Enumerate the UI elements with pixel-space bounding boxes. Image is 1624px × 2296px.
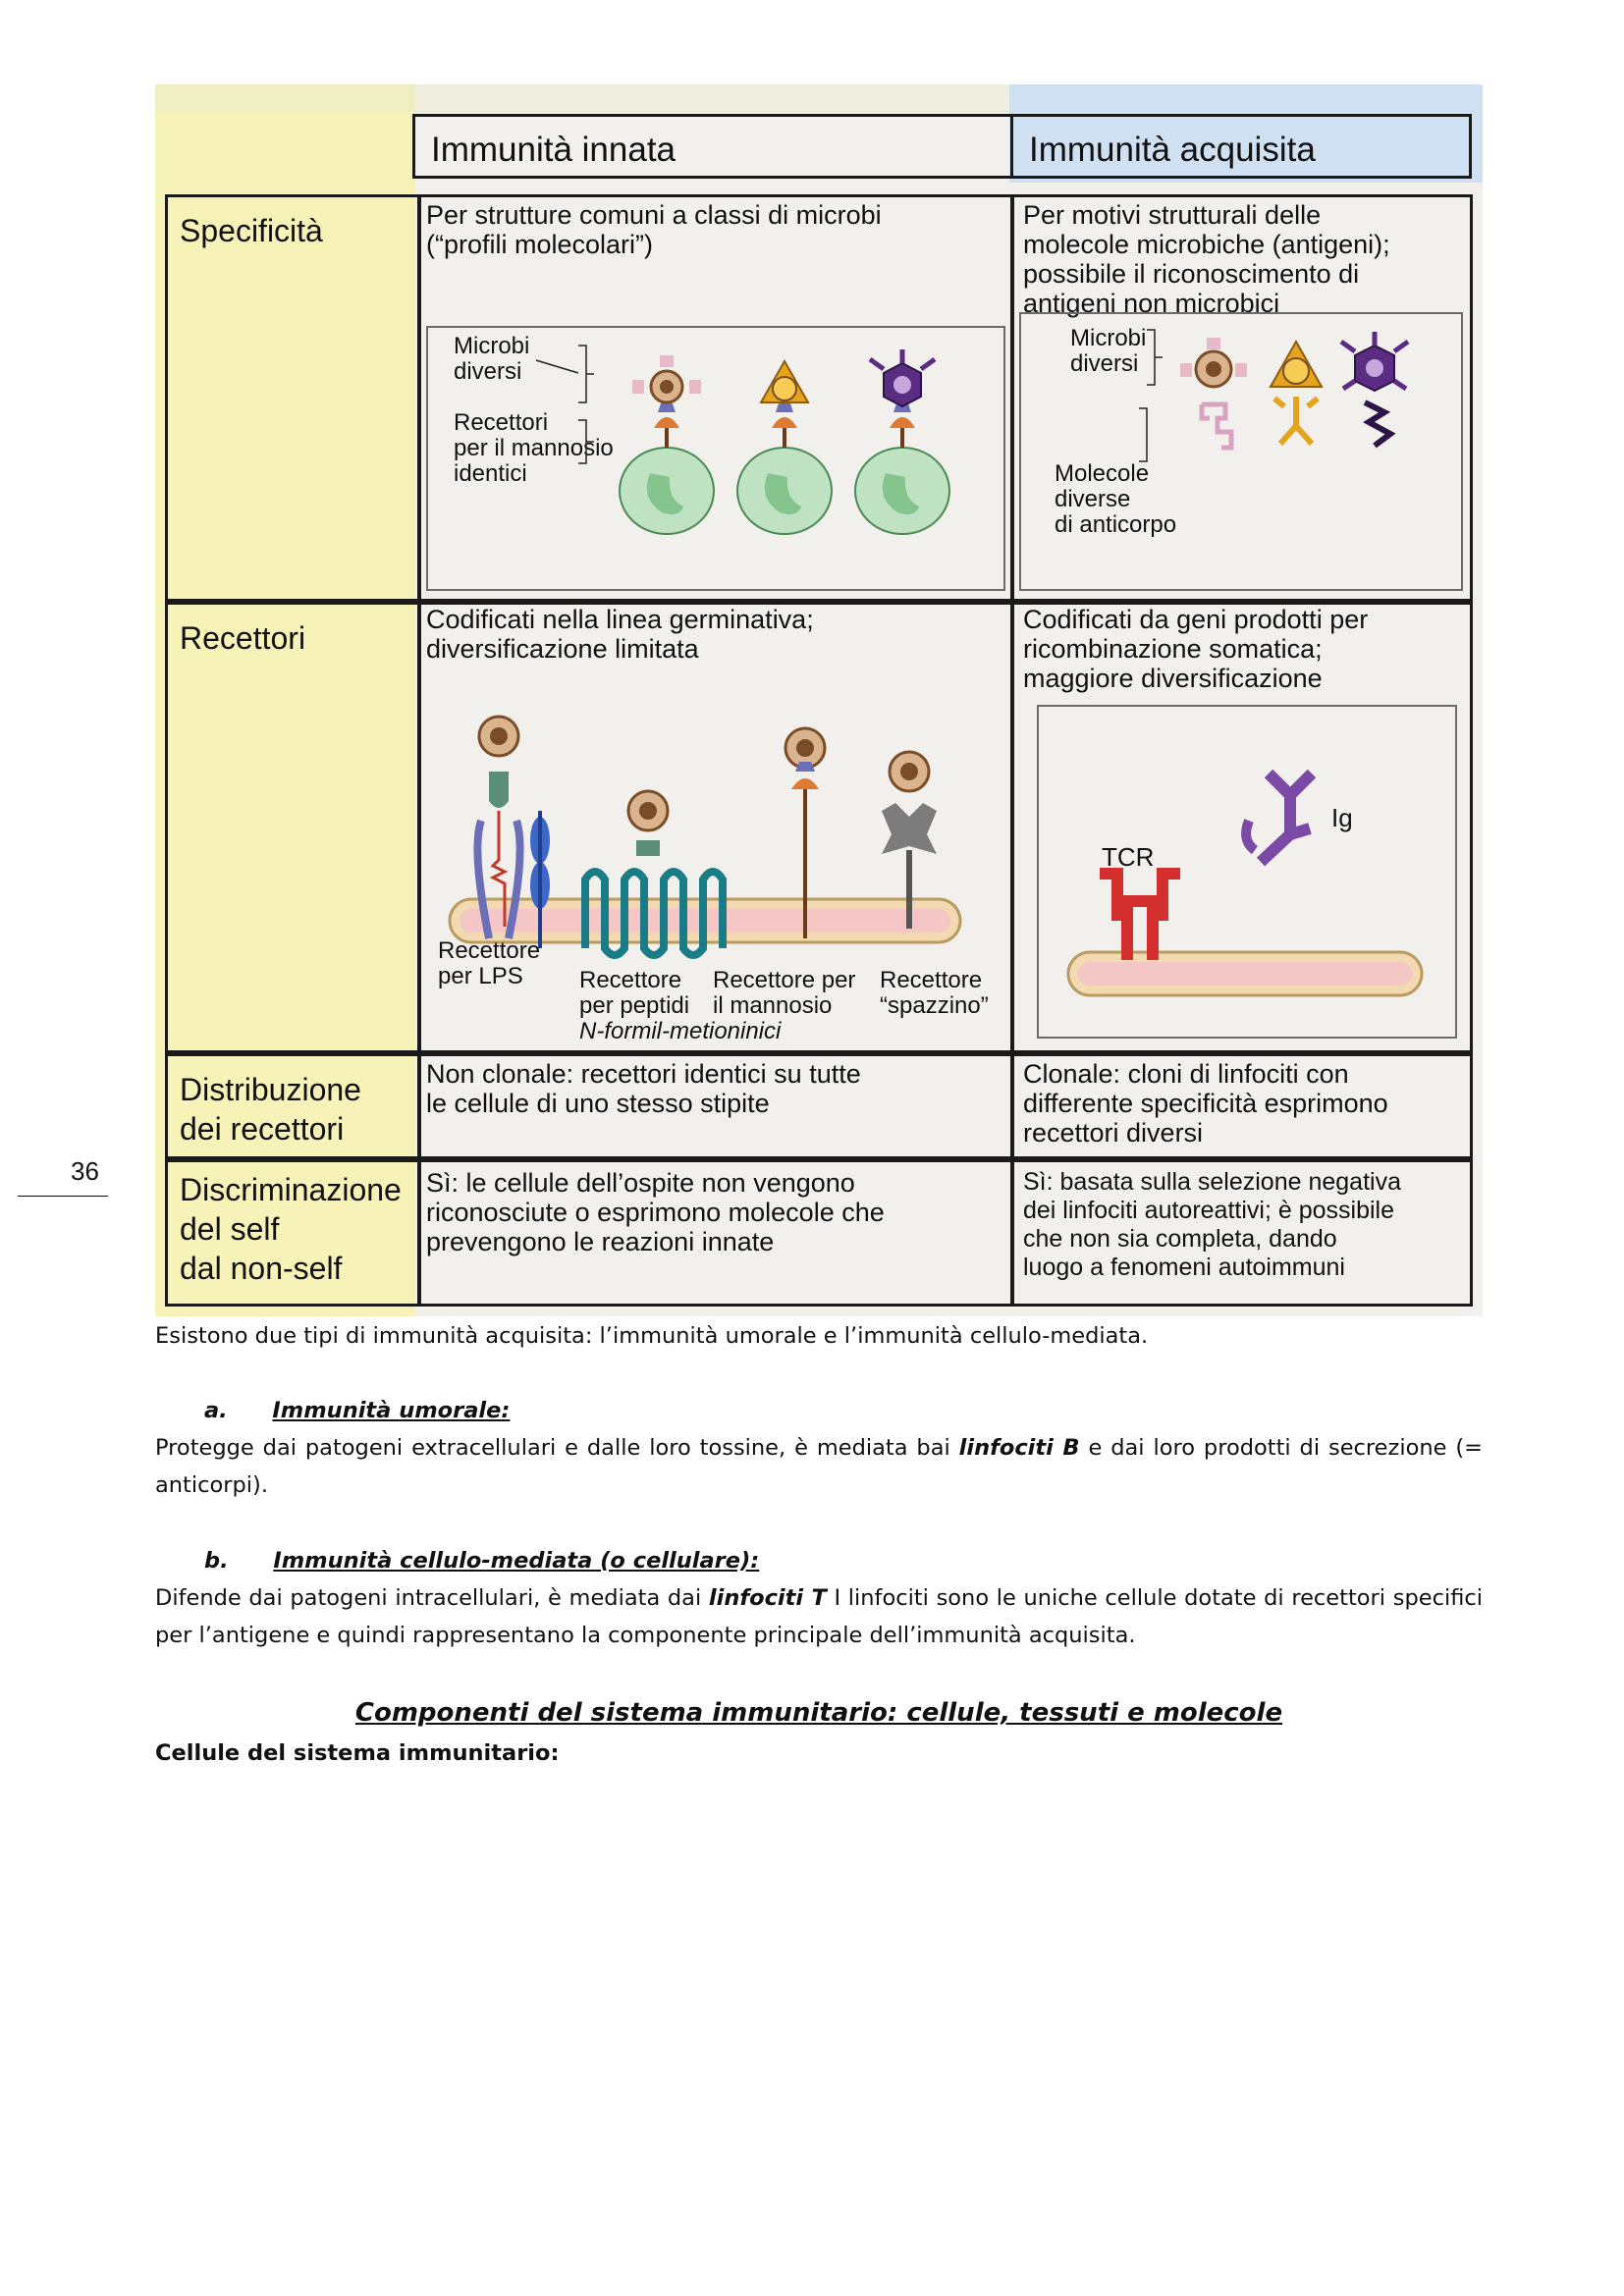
text-line: le cellule di uno stesso stipite: [426, 1089, 770, 1118]
humoral-emphasis: linfociti B: [958, 1435, 1080, 1461]
innate-cell-1: [620, 355, 714, 534]
humoral-text-end: e dai loro prodotti di secrezione (= anticorpi).: [155, 1435, 1483, 1498]
acquired-immunity-header: Immunità acquisita: [1010, 114, 1472, 179]
label-line: per LPS: [438, 963, 523, 989]
label-line: “spazzino”: [880, 992, 989, 1019]
acquired-microbe-2: [1271, 342, 1322, 444]
acquired-specificity-text: [1023, 200, 1390, 318]
cellular-text: Difende dai patogeni intracellulari, è mediata dai: [155, 1585, 709, 1611]
label-line: di anticorpo: [1055, 511, 1177, 538]
cellular-title: Immunità cellulo-mediata (o cellulare):: [273, 1548, 760, 1574]
innate-discrimination-text: [426, 1168, 885, 1256]
text-line: Sì: basata sulla selezione negativa: [1023, 1168, 1401, 1196]
label-line: Molecole: [1055, 460, 1150, 487]
acquired-receptors-illustration: [1037, 705, 1457, 1039]
label-line: diversi: [1070, 350, 1139, 377]
text-line: (“profili molecolari”): [426, 230, 654, 259]
row-label-specificity-text: Specificità: [180, 213, 323, 248]
text-line: differente specificità esprimono: [1023, 1089, 1388, 1118]
cellular-emphasis: linfociti T: [708, 1585, 827, 1611]
row-label-discrimination-line: dal non-self: [180, 1251, 343, 1286]
innate-specificity-illustration: [426, 326, 1005, 591]
tcr-label: TCR: [1102, 842, 1155, 872]
text-line: prevengono le reazioni innate: [426, 1227, 775, 1256]
row-label-distribution-line: dei recettori: [180, 1111, 345, 1147]
label-line: Microbi: [1070, 325, 1147, 351]
text-line: Clonale: cloni di linfociti con: [1023, 1059, 1349, 1089]
tcr-receptor: [1100, 874, 1180, 960]
label-line: Recettore: [880, 967, 983, 993]
row-label-receptors-text: Recettori: [180, 620, 306, 656]
row-label-discrimination-line: del self: [180, 1211, 280, 1247]
row-label-discrimination-line: Discriminazione: [180, 1172, 402, 1207]
text-line: Codificati da geni prodotti per: [1023, 605, 1369, 634]
text-line: che non sia completa, dando: [1023, 1225, 1337, 1253]
label-line: Microbi: [454, 333, 530, 359]
text-line: dei linfociti autoreattivi; è possibile: [1023, 1197, 1394, 1224]
text-line: recettori diversi: [1023, 1118, 1204, 1148]
text-line: molecole microbiche (antigeni);: [1023, 230, 1390, 259]
innate-receptors-text: [426, 605, 814, 664]
label-line: Recettore per: [713, 967, 856, 993]
acquired-receptors-text: [1023, 605, 1368, 693]
scavenger-receptor-label: [880, 968, 989, 1019]
row-label-specificity: [165, 194, 420, 602]
intro-paragraph: Esistono due tipi di immunità acquisita: l’immunità umorale e l’immunità cellulo-mediata.: [155, 1323, 1149, 1349]
acquired-specificity-illustration: [1019, 312, 1463, 591]
humoral-subheading: [204, 1392, 1532, 1429]
text-line: Per strutture comuni a classi di microbi: [426, 200, 882, 230]
ig-receptor: [1246, 774, 1312, 862]
label-line: Recettori: [454, 409, 549, 436]
label-line: diverse: [1055, 486, 1131, 512]
row-label-discrimination: [165, 1159, 420, 1307]
text-line: luogo a fenomeni autoimmuni: [1023, 1254, 1345, 1281]
page-number: 36: [71, 1156, 99, 1186]
row-label-distribution: [165, 1053, 420, 1159]
humoral-title: Immunità umorale:: [272, 1398, 511, 1423]
innate-immunity-header: Immunità innata: [412, 114, 1013, 179]
text-line: diversificazione limitata: [426, 634, 699, 664]
label-line: Recettore: [438, 937, 541, 964]
cells-heading: Cellule del sistema immunitario:: [155, 1740, 560, 1766]
innate-distribution-text: [426, 1059, 861, 1118]
text-line: riconosciute o esprimono molecole che: [426, 1198, 885, 1227]
innate-specificity-text: [426, 200, 882, 259]
acquired-distribution-text: [1023, 1059, 1388, 1148]
row-label-receptors: [165, 602, 420, 1053]
text-line: maggiore diversificazione: [1023, 664, 1323, 693]
innate-cell-2: [737, 361, 832, 534]
cellular-text-end: I linfociti sono le uniche cellule dotate di recettori specifici per l’antigene e quindi rappresentano la componente principale dell’immunità acquisita.: [155, 1585, 1483, 1648]
label-line: diversi: [454, 358, 522, 385]
cellular-marker: b.: [204, 1548, 229, 1574]
label-line: Recettore: [579, 967, 682, 993]
acquired-discrimination-text: [1023, 1168, 1401, 1282]
text-line: possibile il riconoscimento di: [1023, 259, 1360, 289]
text-line: Codificati nella linea germinativa;: [426, 605, 814, 634]
section-title: Componenti del sistema immunitario: cellule, tessuti e molecole: [354, 1698, 1283, 1728]
text-line: Sì: le cellule dell’ospite non vengono: [426, 1168, 855, 1198]
humoral-marker: a.: [204, 1398, 228, 1423]
text-line: Per motivi strutturali delle: [1023, 200, 1322, 230]
acquired-microbe-3: [1341, 332, 1408, 446]
label-line: N-formil-metioninici: [579, 1018, 782, 1044]
label-line: per il mannosio: [454, 435, 614, 461]
label-line: identici: [454, 460, 527, 487]
text-line: Non clonale: recettori identici su tutte: [426, 1059, 861, 1089]
humoral-text: Protegge dai patogeni extracellulari e dalle loro tossine, è mediata bai: [155, 1435, 959, 1461]
label-line: per peptidi: [579, 992, 690, 1019]
page-number-rule: [18, 1196, 108, 1197]
innate-cell-3: [855, 349, 949, 534]
text-line: ricombinazione somatica;: [1023, 634, 1323, 664]
label-line: il mannosio: [713, 992, 833, 1019]
text-line: antigeni non microbici: [1023, 289, 1280, 318]
immunity-comparison-figure: [155, 84, 1483, 1316]
cellular-paragraph: [155, 1579, 1483, 1654]
ig-label: Ig: [1331, 803, 1353, 832]
mannose-receptor-label: [713, 968, 855, 1019]
acquired-microbe-1: [1180, 338, 1247, 448]
cellular-subheading: [204, 1542, 1532, 1579]
row-label-distribution-line: Distribuzione: [180, 1072, 361, 1107]
lps-receptor-label: [438, 938, 540, 989]
humoral-paragraph: [155, 1429, 1483, 1504]
